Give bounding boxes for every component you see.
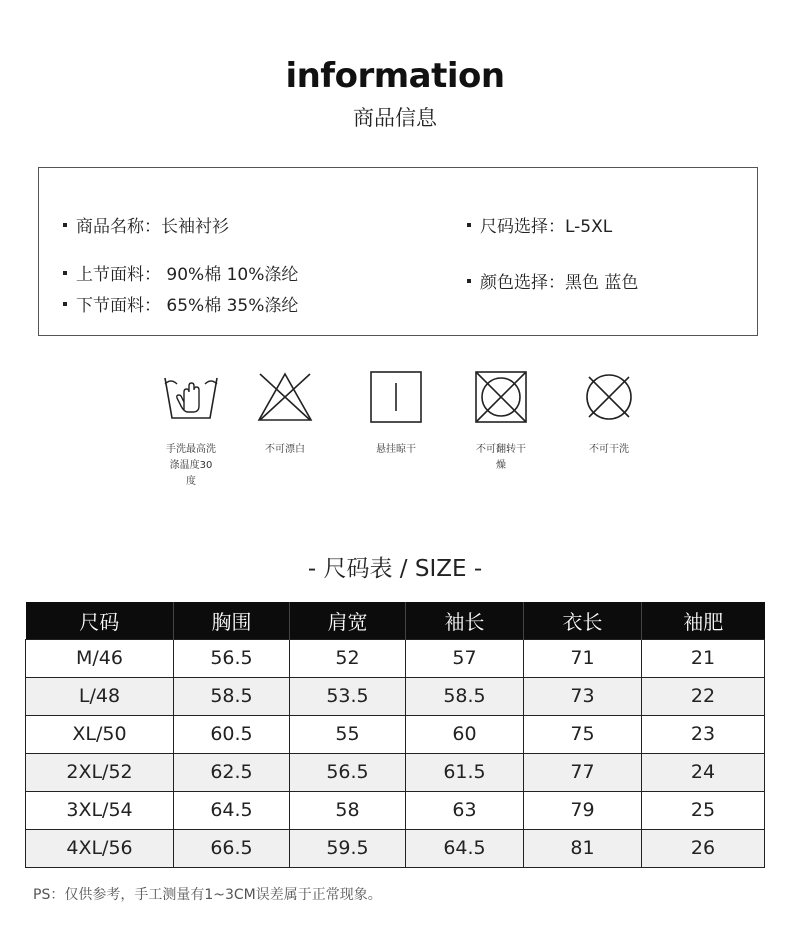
care-label-line: 不可翻转干 — [476, 444, 526, 455]
care-no-tumble-dry — [461, 370, 541, 474]
table-cell: 60.5 — [174, 715, 290, 753]
table-cell: 56.5 — [174, 639, 290, 677]
table-cell: 2XL/52 — [26, 753, 174, 791]
info-size-choice — [467, 212, 612, 237]
hang-dry-icon — [367, 370, 425, 424]
size-chart-title: - 尺码表 / SIZE - — [307, 556, 483, 582]
table-cell: 53.5 — [290, 677, 406, 715]
table-cell: 63 — [406, 791, 524, 829]
care-no-dry-clean — [569, 370, 649, 458]
table-cell: 3XL/54 — [26, 791, 174, 829]
info-lower-fabric-text: 下节面料： 65%棉 35%涤纶 — [76, 296, 299, 316]
info-upper-fabric — [63, 260, 298, 285]
table-cell: 58 — [290, 791, 406, 829]
table-cell: 62.5 — [174, 753, 290, 791]
care-hang-dry — [356, 370, 436, 458]
care-hand-wash — [151, 370, 231, 490]
no-dry-clean-icon — [580, 370, 638, 424]
column-header: 尺码 — [26, 602, 174, 639]
table-row — [26, 639, 765, 677]
table-row — [26, 829, 765, 867]
table-cell: 56.5 — [290, 753, 406, 791]
care-no-bleach-label — [245, 442, 325, 458]
table-cell: 73 — [524, 677, 642, 715]
column-header: 袖长 — [406, 602, 524, 639]
size-chart-table — [25, 602, 765, 868]
info-product-name — [63, 212, 229, 237]
column-header: 袖肥 — [642, 602, 765, 639]
care-label-line: 燥 — [496, 460, 506, 471]
column-header: 肩宽 — [290, 602, 406, 639]
table-cell: 25 — [642, 791, 765, 829]
column-header: 衣长 — [524, 602, 642, 639]
no-tumble-dry-icon — [472, 370, 530, 424]
table-cell: 52 — [290, 639, 406, 677]
info-color-choice — [467, 268, 638, 293]
table-row — [26, 677, 765, 715]
table-row — [26, 753, 765, 791]
bullet-icon — [467, 279, 471, 283]
no-bleach-icon — [256, 370, 314, 424]
info-lower-fabric — [63, 291, 298, 316]
page-title: information — [285, 56, 505, 96]
bullet-icon — [63, 271, 67, 275]
info-color-choice-text: 颜色选择：黑色 蓝色 — [480, 273, 639, 293]
table-cell: 58.5 — [174, 677, 290, 715]
care-no-bleach — [245, 370, 325, 458]
table-cell: 61.5 — [406, 753, 524, 791]
table-cell: 71 — [524, 639, 642, 677]
info-size-choice-text: 尺码选择：L-5XL — [480, 217, 613, 237]
table-row — [26, 715, 765, 753]
table-cell: 57 — [406, 639, 524, 677]
table-cell: 22 — [642, 677, 765, 715]
table-cell: 64.5 — [406, 829, 524, 867]
table-cell: 58.5 — [406, 677, 524, 715]
table-cell: 26 — [642, 829, 765, 867]
info-upper-fabric-text: 上节面料： 90%棉 10%涤纶 — [76, 265, 299, 285]
table-cell: M/46 — [26, 639, 174, 677]
table-cell: 21 — [642, 639, 765, 677]
table-cell: 64.5 — [174, 791, 290, 829]
bullet-icon — [467, 223, 471, 227]
column-header: 胸围 — [174, 602, 290, 639]
size-chart-header-row — [26, 602, 765, 639]
table-cell: 77 — [524, 753, 642, 791]
care-label-line: 悬挂晾干 — [376, 444, 416, 455]
care-no-dry-clean-label — [569, 442, 649, 458]
care-label-line: 不可漂白 — [265, 444, 305, 455]
table-cell: 55 — [290, 715, 406, 753]
table-cell: 24 — [642, 753, 765, 791]
table-cell: 60 — [406, 715, 524, 753]
table-cell: 59.5 — [290, 829, 406, 867]
care-hand-wash-label — [151, 442, 231, 490]
table-cell: 66.5 — [174, 829, 290, 867]
product-info-box — [38, 167, 758, 336]
table-cell: 75 — [524, 715, 642, 753]
page-subtitle: 商品信息 — [353, 106, 437, 130]
care-no-tumble-dry-label — [461, 442, 541, 474]
care-label-line: 涤温度30 — [169, 460, 213, 471]
table-row — [26, 791, 765, 829]
care-label-line: 度 — [186, 476, 196, 487]
care-hang-dry-label — [356, 442, 436, 458]
table-cell: 4XL/56 — [26, 829, 174, 867]
hand-wash-icon — [162, 370, 220, 424]
table-cell: 81 — [524, 829, 642, 867]
table-cell: 79 — [524, 791, 642, 829]
bullet-icon — [63, 302, 67, 306]
care-label-line: 手洗最高洗 — [166, 444, 216, 455]
table-cell: XL/50 — [26, 715, 174, 753]
table-cell: 23 — [642, 715, 765, 753]
info-product-name-text: 商品名称：长袖衬衫 — [76, 217, 229, 237]
footer-note: PS：仅供参考，手工测量有1~3CM误差属于正常现象。 — [33, 887, 382, 903]
table-cell: L/48 — [26, 677, 174, 715]
care-label-line: 不可干洗 — [589, 444, 629, 455]
bullet-icon — [63, 223, 67, 227]
